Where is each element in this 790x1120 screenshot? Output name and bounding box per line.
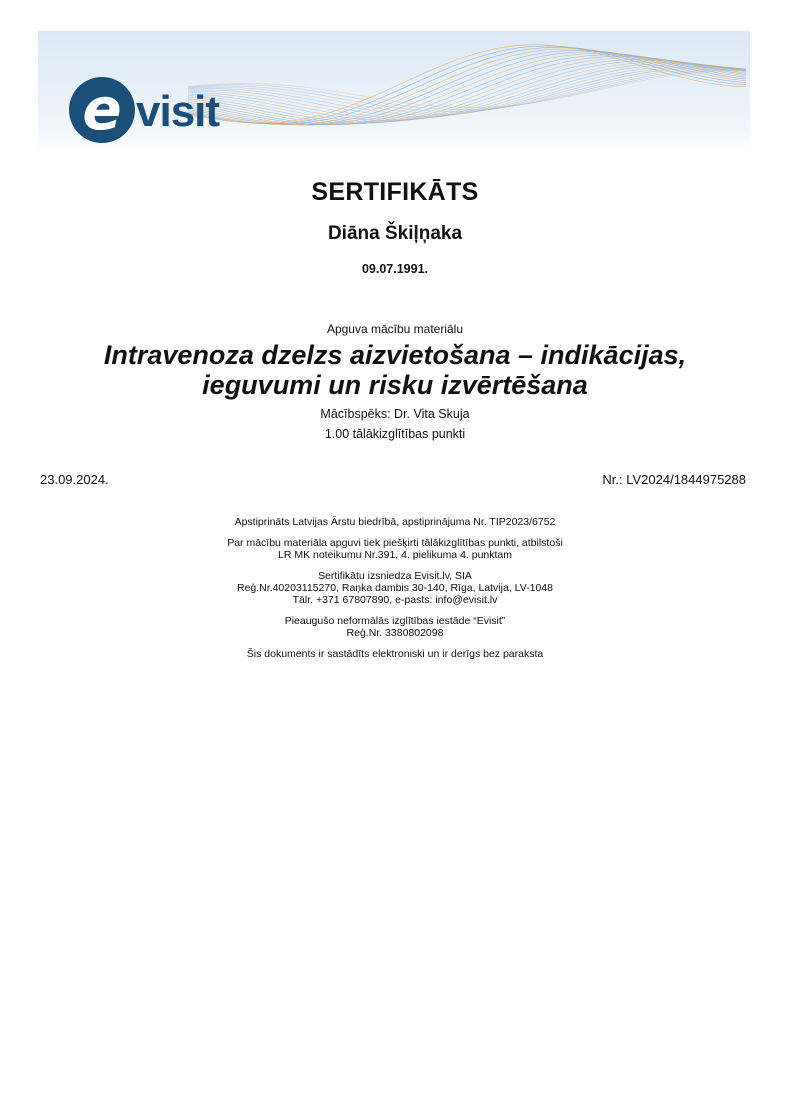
- svg-text:visit: visit: [136, 87, 220, 136]
- points-note-line2: LR MK noteikumu Nr.391, 4. pielikuma 4. punktam: [277, 549, 513, 561]
- issuer-line2: Reģ.Nr.40203115270, Raņka dambis 30-140, Rīga, Latvija, LV-1048: [237, 582, 553, 594]
- certificate-number: Nr.: LV2024/1844975288: [602, 472, 746, 487]
- approval-note: Apstiprināts Latvijas Ārstu biedrībā, apstiprinājuma Nr. TIP2023/6752: [234, 516, 556, 528]
- evisit-logo: [68, 74, 228, 146]
- points-note: [0, 537, 790, 561]
- electronic-note: Šis dokuments ir sastādīts elektroniski un ir derīgs bez paraksta: [246, 648, 544, 660]
- issuer-line3: Tālr. +371 67807890, e-pasts: info@evisit.lv: [292, 594, 498, 606]
- birth-date: 09.07.1991.: [361, 262, 429, 276]
- credit-points: 1.00 tālākizglītības punkti: [324, 427, 466, 441]
- issuer-info: [0, 570, 790, 606]
- points-note-line1: Par mācību materiāla apguvi tiek piešķirti tālākizglītības punkti, atbilstoši: [227, 537, 563, 549]
- footer-notes: [0, 516, 790, 669]
- institution-line2: Reģ.Nr. 3380802098: [346, 627, 444, 639]
- course-title-line1: Intravenoza dzelzs aizvietošana – indikācijas,: [103, 340, 687, 370]
- svg-text:e: e: [82, 75, 122, 143]
- institution-info: [0, 615, 790, 639]
- recipient-name: Diāna Škiļņaka: [327, 223, 463, 244]
- issuer-line1: Sertifikātu izsniedza Evisit.lv, SIA: [318, 570, 472, 582]
- completed-label: Apguva mācību materiālu: [326, 322, 464, 336]
- issue-date: 23.09.2024.: [40, 472, 109, 487]
- course-title-line2: ieguvumi un risku izvērtēšana: [202, 370, 588, 400]
- course-title: [0, 340, 790, 400]
- lecturer: Mācībspēks: Dr. Vita Skuja: [320, 407, 470, 421]
- institution-line1: Pieaugušo neformālās izglītības iestāde “Evisit”: [284, 615, 506, 627]
- certificate-title: SERTIFIKĀTS: [311, 178, 479, 206]
